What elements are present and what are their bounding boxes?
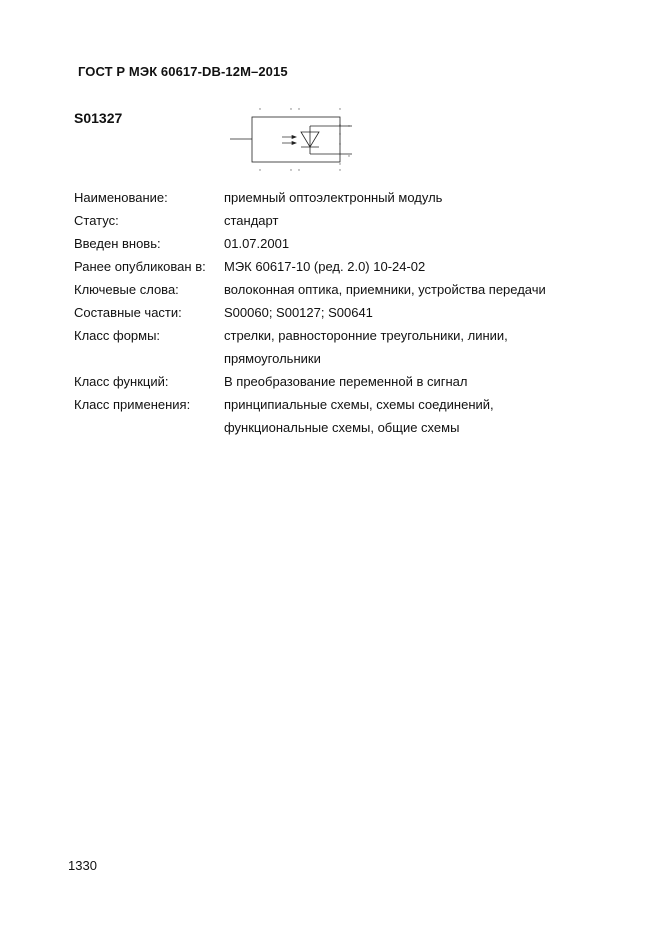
property-value [224, 370, 594, 393]
property-value [224, 255, 594, 278]
property-value-line: В преобразование переменной в сигнал [224, 374, 468, 389]
property-row-previously-published [74, 255, 594, 278]
property-row-application-class [74, 393, 594, 439]
property-value-line: S00060; S00127; S00641 [224, 305, 373, 320]
property-label: Класс применения: [74, 397, 191, 412]
property-label: Класс функций: [74, 374, 169, 389]
property-value [224, 324, 594, 370]
property-value-line: стрелки, равносторонние треугольники, линии, [224, 328, 508, 343]
property-value-line: МЭК 60617-10 (ред. 2.0) 10-24-02 [224, 259, 426, 274]
grid-dots [259, 108, 349, 170]
property-label: Ключевые слова: [74, 282, 179, 297]
property-label: Введен вновь: [74, 236, 161, 251]
property-value [224, 278, 594, 301]
property-value [224, 186, 594, 209]
property-row-status [74, 209, 594, 232]
page-number: 1330 [68, 858, 97, 873]
property-label: Класс формы: [74, 328, 161, 343]
light-arrows-icon [282, 136, 296, 145]
property-row-function-class [74, 370, 594, 393]
property-value [224, 232, 594, 255]
symbol-properties [74, 186, 594, 439]
property-value-line: функциональные схемы, общие схемы [224, 420, 460, 435]
property-value [224, 209, 594, 232]
property-label: Ранее опубликован в: [74, 259, 206, 274]
property-value-line: стандарт [224, 213, 279, 228]
property-value-line: 01.07.2001 [224, 236, 290, 251]
property-row-introduced [74, 232, 594, 255]
property-row-components [74, 301, 594, 324]
document-header-title: ГОСТ Р МЭК 60617-DB-12M–2015 [78, 64, 288, 79]
optoelectronic-receiver-module-symbol [228, 104, 356, 174]
property-label: Статус: [74, 213, 119, 228]
property-value-line: приемный оптоэлектронный модуль [224, 190, 443, 205]
module-outline [252, 117, 340, 162]
property-row-keywords [74, 278, 594, 301]
property-row-name [74, 186, 594, 209]
photodiode-icon [301, 126, 319, 154]
property-row-shape-class [74, 324, 594, 370]
property-value-line: принципиальные схемы, схемы соединений, [224, 397, 494, 412]
property-value [224, 301, 594, 324]
property-value-line: волоконная оптика, приемники, устройства передачи [224, 282, 546, 297]
symbol-code: S01327 [74, 110, 123, 126]
property-label: Наименование: [74, 190, 168, 205]
property-label: Составные части: [74, 305, 182, 320]
property-value-line: прямоугольники [224, 351, 321, 366]
property-value [224, 393, 594, 439]
